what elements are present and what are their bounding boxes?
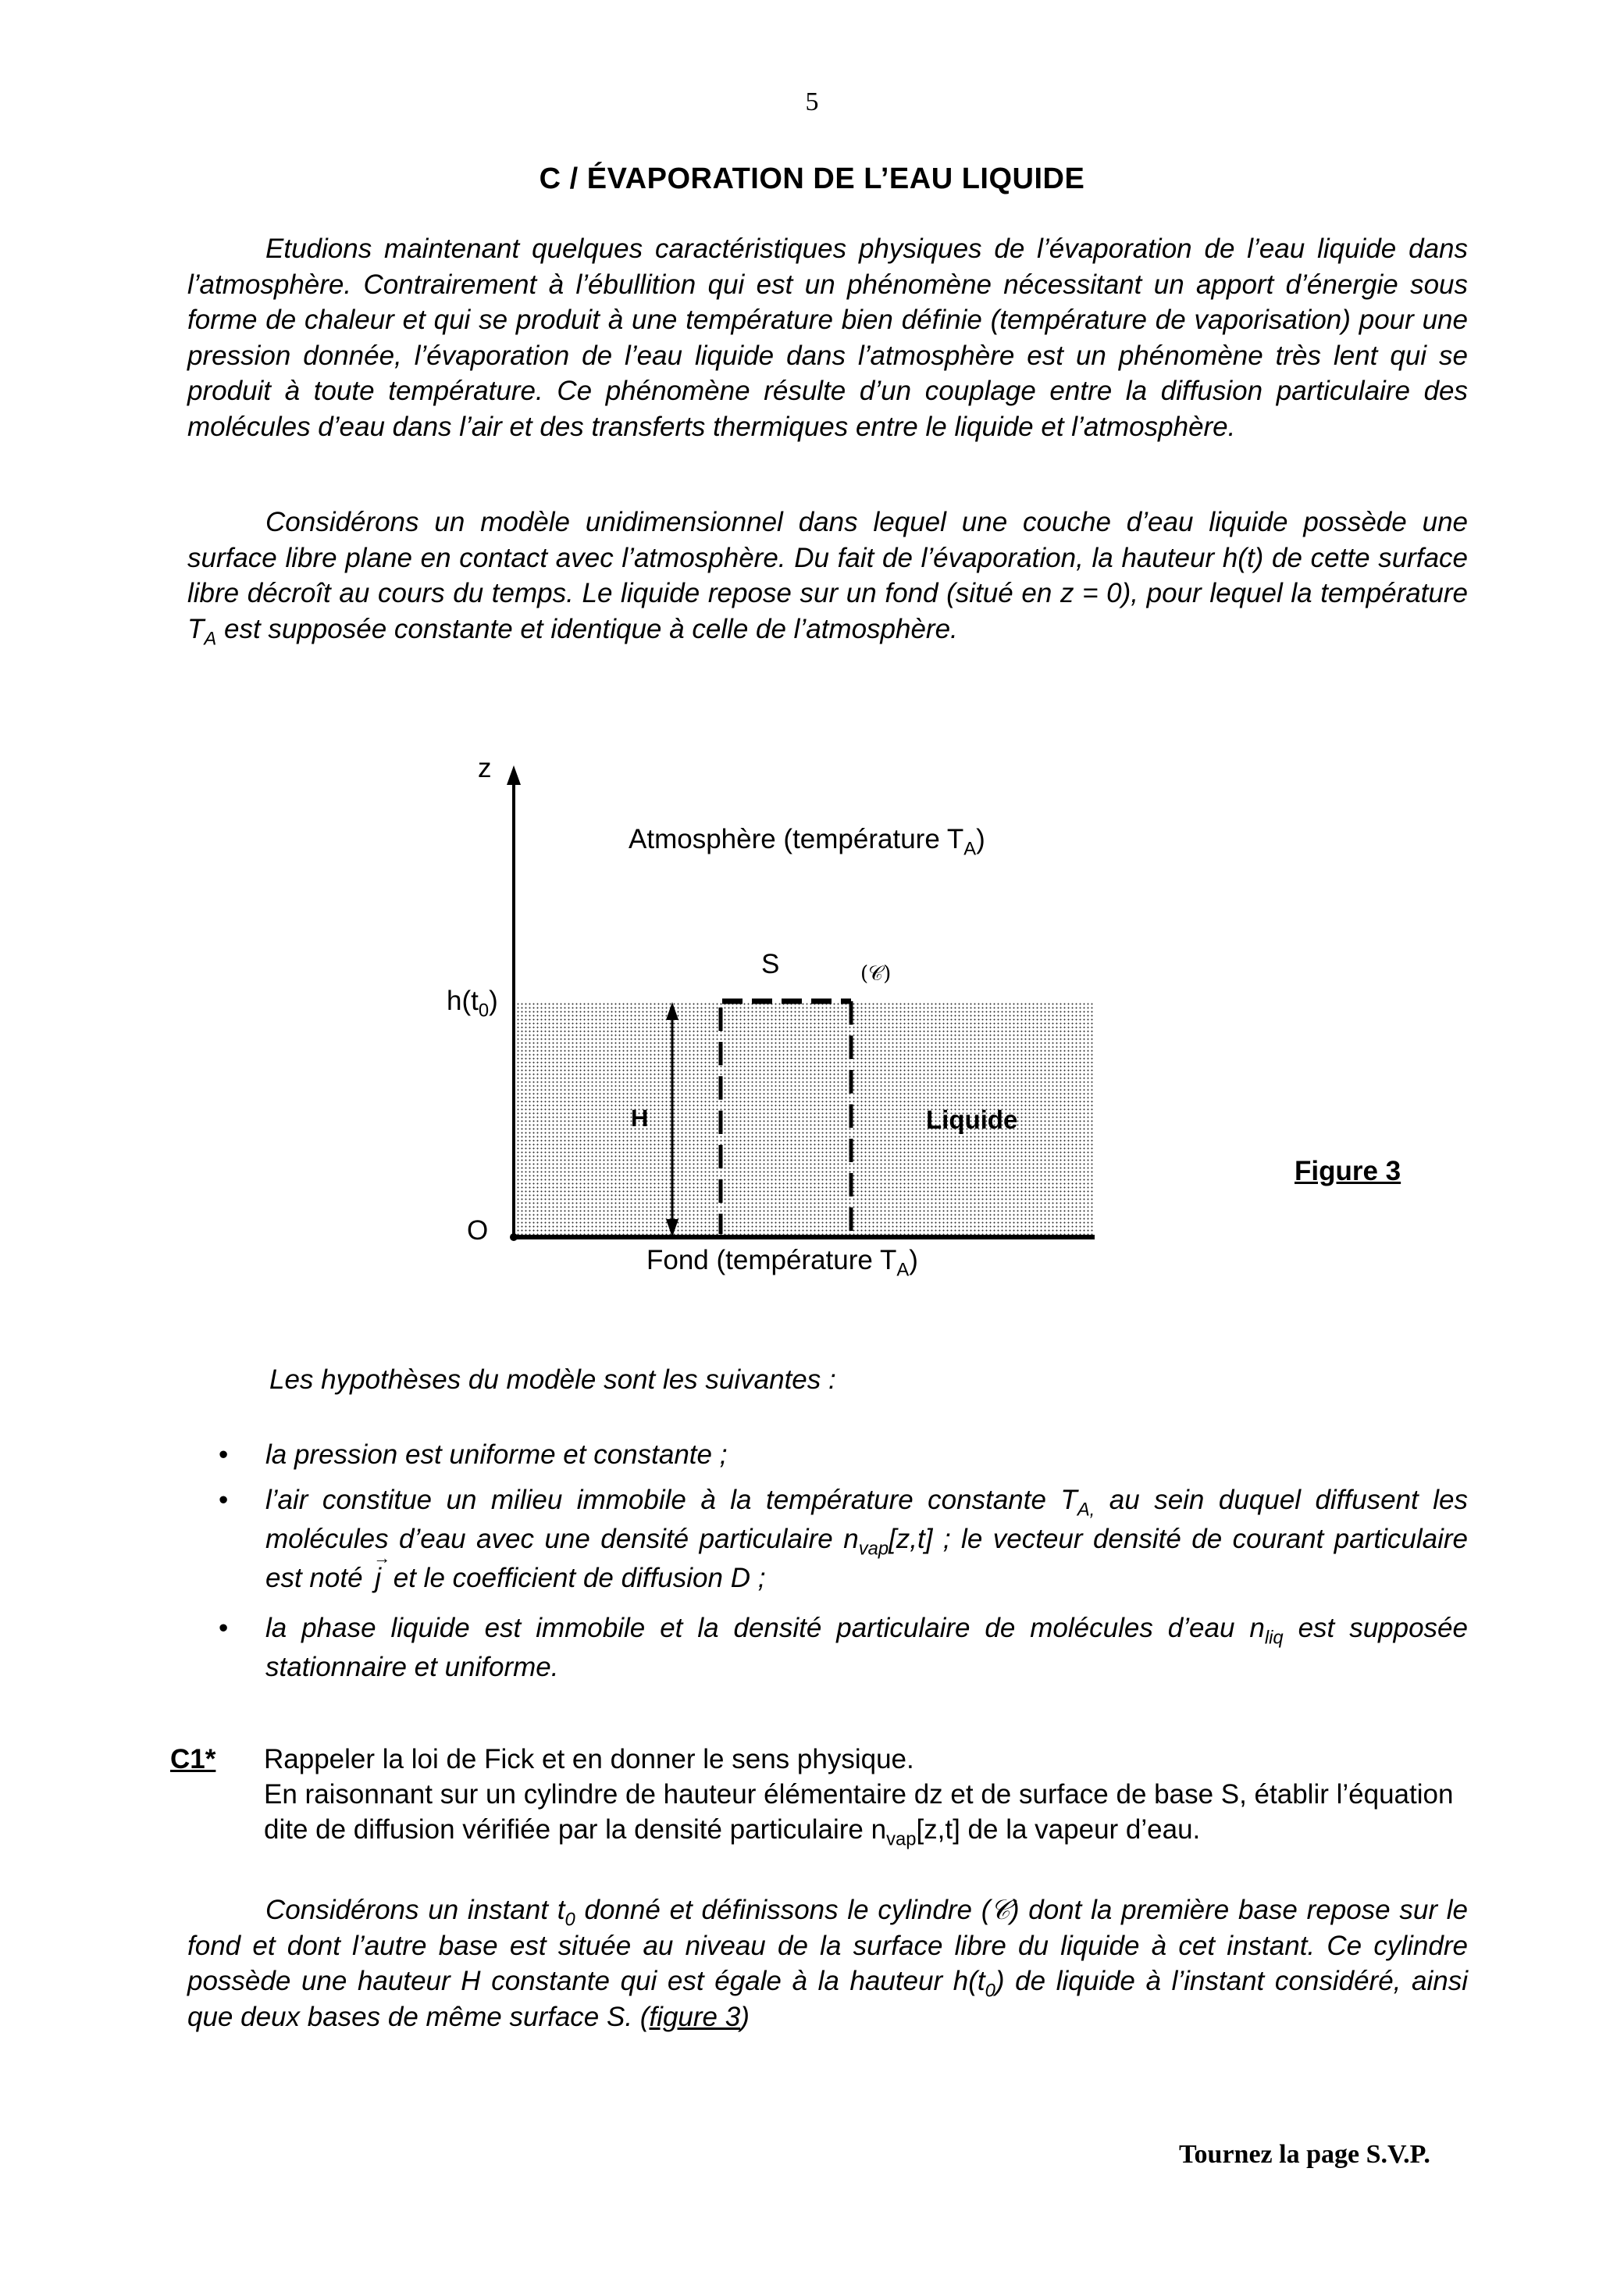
intro-paragraph-2: Considérons un modèle unidimensionnel dans lequel une couche d’eau liquide possède une surface libre plane en contact avec l’atmosphère. Du fait de l’évaporation, la hauteur h(t) de cette surface libre décroît au cours du temps. Le liquide repose sur un fond (situé en z = 0), pour lequel la température $T_A$ est supposée constante et identique à celle de l’atmosphère. xyxy=(187,507,1468,649)
height-arrow-up-icon xyxy=(666,1002,678,1020)
surface-s-label: S xyxy=(761,949,780,979)
closing-paragraph: Considérons un instant $t_0$ donné et définissons le cylindre (𝒞) dont la première base repose sur le fond et dont l’autre base est située au niveau de la surface libre du liquide à cet instant. Ce cylindre possède une hauteur H constante qui est égale à la hauteur $h(t_0)$ de liquide à l’instant considéré, ainsi que deux bases de même surface S. (figure 3) xyxy=(187,1895,1468,2032)
question-label: C1* xyxy=(170,1744,216,1774)
liquid-label: Liquide xyxy=(926,1105,1018,1134)
page-number: 5 xyxy=(805,87,819,116)
intro-paragraph-1: Etudions maintenant quelques caractéristiques physiques de l’évaporation de l’eau liquide dans l’atmosphère. Contrairement à l’ébullition qui est un phénomène nécessitant un apport d’énergie sous forme de chaleur et qui se produit à une température bien définie (température de vaporisation) pour une pression donnée, l’évaporation de l’eau liquide dans l’atmosphère est un phénomène très lent qui se produit à toute température. Ce phénomène résulte d’un couplage entre la diffusion particulaire des molécules d’eau dans l’air et des transferts thermiques entre le liquide et l’atmosphère. xyxy=(187,234,1468,442)
hypotheses-list xyxy=(211,1435,1468,1693)
hypothesis-item: • la phase liquide est immobile et la densité particulaire de molécules d’eau $n_{liq}$ est supposée stationnaire et uniforme. xyxy=(211,1609,1468,1687)
origin-label: O xyxy=(467,1215,489,1246)
z-axis-label: z xyxy=(478,753,492,783)
bullet-icon: • xyxy=(219,1485,229,1515)
question-body: Rappeler la loi de Fick et en donner le sens physique. En raisonnant sur un cylindre de hauteur élémentaire dz et de surface de base S, établir l’équation dite de diffusion vérifiée par la densité particulaire $n_{vap}[z,t]$ de la vapeur d’eau. xyxy=(264,1744,1454,1850)
hypothesis-item: • l’air constitue un milieu immobile à la température constante $T_{A,}$ au sein duquel diffusent les molécules d’eau avec une densité particulaire $n_{vap}[z,t]$ ; le vecteur densité de courant particulaire est noté → j et le coefficient de diffusion D ; xyxy=(211,1481,1468,1598)
hypothesis-item: • la pression est uniforme et constante ; xyxy=(211,1435,1468,1475)
bottom-label: Fond (température $T_A$) xyxy=(646,1245,918,1281)
figure-caption: Figure 3 xyxy=(1295,1156,1401,1186)
origin-dot xyxy=(510,1233,518,1241)
atmosphere-label: Atmosphère (température $T_A$) xyxy=(629,824,985,860)
question-c1 xyxy=(170,1742,1474,1850)
bullet-icon: • xyxy=(219,1439,229,1470)
cylinder-label: (𝒞) xyxy=(860,962,892,986)
z-axis-arrow-icon xyxy=(507,765,521,785)
h-t0-label: $h(t_0)$ xyxy=(447,986,498,1022)
page-footer: Tournez la page S.V.P. xyxy=(1179,2140,1430,2169)
hypotheses-intro: Les hypothèses du modèle sont les suivantes : xyxy=(269,1364,836,1395)
height-arrow-down-icon xyxy=(666,1219,678,1237)
figure-3-reference-link[interactable]: figure 3 xyxy=(649,2001,741,2032)
height-h-label: H xyxy=(631,1104,649,1132)
section-title: C / ÉVAPORATION DE L’EAU LIQUIDE xyxy=(539,162,1085,195)
current-density-vector: → j xyxy=(370,1559,386,1598)
bullet-icon: • xyxy=(219,1613,229,1643)
